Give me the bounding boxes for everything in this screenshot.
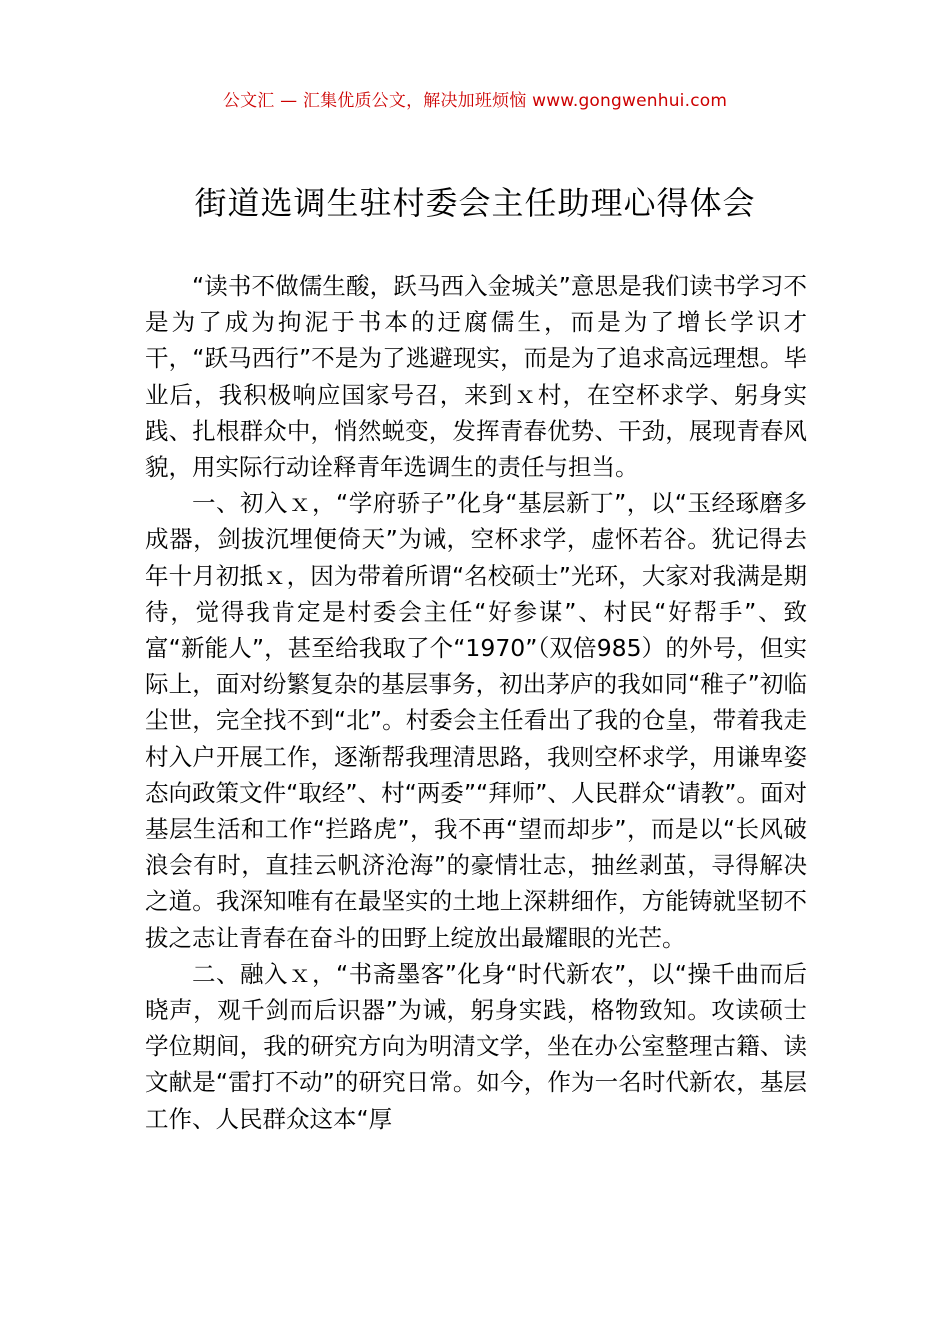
paragraph-section-one: 一、初入ｘ，“学府骄子”化身“基层新丁”，以“玉经琢磨多成器，剑拔沉埋便倚天”为诫，空杯求学，虚怀若谷。犹记得去年十月初抵ｘ，因为带着所谓“名校硕士”光环，大家对我满是期待，觉得我肯定是村委会主任“好参谋”、村民“好帮手”、致富“新能人”，甚至给我取了个“1970”（双倍985）的外号，但实际上，面对纷繁复杂的基层事务，初出茅庐的我如同“稚子”初临尘世，完全找不到“北”。村委会主任看出了我的仓皇，带着我走村入户开展工作，逐渐帮我理清思路，我则空杯求学，用谦卑姿态向政策文件“取经”、村“两委”“拜师”、人民群众“请教”。面对基层生活和工作“拦路虎”，我不再“望而却步”，而是以“长风破浪会有时，直挂云帆济沧海”的豪情壮志，抽丝剥茧，寻得解决之道。我深知唯有在最坚实的土地上深耕细作，方能铸就坚韧不拔之志让青春在奋斗的田野上绽放出最耀眼的光芒。 bbox=[145, 489, 807, 952]
paragraph-section-two: 二、融入ｘ，“书斋墨客”化身“时代新农”，以“操千曲而后晓声，观千剑而后识器”为诫，躬身实践，格物致知。攻读硕士学位期间，我的研究方向为明清文学，坐在办公室整理古籍、读文献是“雷打不动”的研究日常。如今，作为一名时代新农，基层工作、人民群众这本“厚 bbox=[145, 959, 807, 1133]
document-body bbox=[145, 268, 807, 1137]
document-title: 街道选调生驻村委会主任助理心得体会 bbox=[194, 184, 756, 222]
header-watermark-text: 公文汇 — 汇集优质公文，解决加班烦恼 www.gongwenhui.com bbox=[222, 91, 728, 111]
paragraph-intro: “读书不做儒生酸，跃马西入金城关”意思是我们读书学习不是为了成为拘泥于书本的迂腐儒生，而是为了增长学识才干，“跃马西行”不是为了逃避现实，而是为了追求高远理想。毕业后，我积极响应国家号召，来到ｘ村，在空杯求学、躬身实践、扎根群众中，悄然蜕变，发挥青春优势、干劲，展现青春风貌，用实际行动诠释青年选调生的责任与担当。 bbox=[145, 272, 807, 482]
